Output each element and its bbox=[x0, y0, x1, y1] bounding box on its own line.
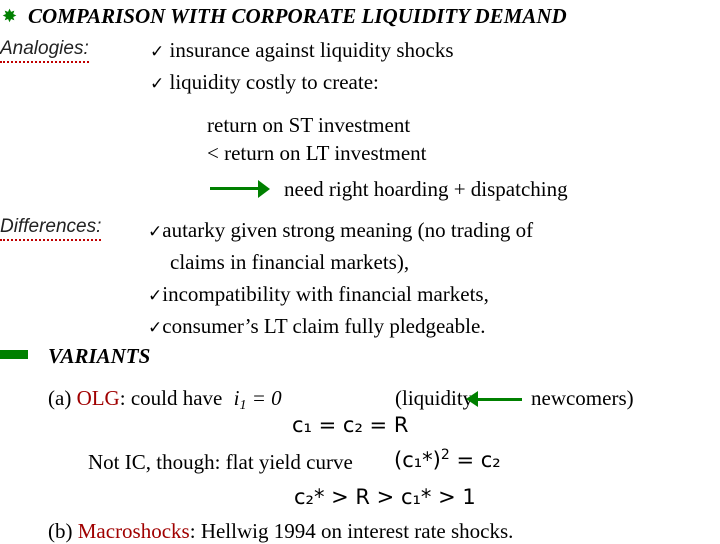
variants-bullet-icon bbox=[0, 350, 28, 359]
math-i-sub: 1 bbox=[239, 398, 247, 413]
arrow-left-head-icon bbox=[466, 391, 478, 407]
difference-item-1-cont: claims in financial markets), bbox=[170, 250, 410, 274]
equation-1: c₁ = c₂ = R bbox=[292, 413, 409, 437]
analogies-label: Analogies: bbox=[0, 38, 89, 63]
math-i-eq: = 0 bbox=[246, 386, 282, 410]
check-icon: ✓ bbox=[150, 42, 165, 62]
variant-a-paren-right: newcomers) bbox=[531, 386, 634, 410]
not-ic-text: Not IC, though: flat yield curve bbox=[88, 450, 353, 474]
detail-line-2: < return on LT investment bbox=[207, 141, 427, 165]
difference-item-1 bbox=[148, 218, 533, 243]
arrow-text: need right hoarding + dispatching bbox=[284, 177, 568, 201]
variant-b-link: Macroshocks bbox=[77, 519, 190, 543]
check-icon: ✓ bbox=[148, 286, 163, 306]
arrow-right-icon bbox=[210, 187, 260, 190]
arrow-left-icon bbox=[478, 398, 522, 401]
analogy-item-1-text: insurance against liquidity shocks bbox=[169, 38, 454, 62]
difference-item-3-text: consumer’s LT claim fully pledgeable. bbox=[162, 314, 486, 338]
variant-b-text: : Hellwig 1994 on interest rate shocks. bbox=[189, 519, 514, 543]
equation-3: c₂* > R > c₁* > 1 bbox=[294, 485, 476, 509]
analogy-item-2 bbox=[150, 70, 379, 95]
math-i: i bbox=[233, 386, 240, 410]
variant-b-prefix: (b) bbox=[48, 519, 73, 543]
detail-line-1: return on ST investment bbox=[207, 113, 411, 137]
variant-a bbox=[48, 386, 282, 414]
arrow-right-head-icon bbox=[258, 180, 270, 198]
variant-a-paren-left: (liquidity bbox=[395, 386, 474, 410]
differences-label: Differences: bbox=[0, 216, 101, 241]
variant-a-text: : could have bbox=[119, 386, 223, 410]
variant-a-prefix: (a) bbox=[48, 386, 72, 410]
analogy-item-2-text: liquidity costly to create: bbox=[169, 70, 379, 94]
equation-2 bbox=[394, 447, 501, 472]
variant-b bbox=[48, 519, 513, 544]
variants-heading: VARIANTS bbox=[48, 344, 151, 368]
equation-2-exp: 2 bbox=[440, 447, 450, 463]
analogy-item-1 bbox=[150, 38, 454, 63]
equation-2-rest: = c₂ bbox=[449, 448, 501, 472]
difference-item-2-text: incompatibility with financial markets, bbox=[162, 282, 489, 306]
page-title: COMPARISON WITH CORPORATE LIQUIDITY DEMAND bbox=[28, 4, 567, 28]
variant-a-acronym: OLG bbox=[76, 386, 120, 410]
check-icon: ✓ bbox=[148, 318, 163, 338]
difference-item-1-text: autarky given strong meaning (no trading of bbox=[162, 218, 534, 242]
difference-item-2 bbox=[148, 282, 489, 307]
check-icon: ✓ bbox=[150, 74, 165, 94]
bullet-star-icon: ✸ bbox=[2, 6, 18, 26]
equation-2-base: (c₁*) bbox=[394, 448, 441, 472]
difference-item-3 bbox=[148, 314, 486, 339]
check-icon: ✓ bbox=[148, 222, 163, 242]
variant-a-math bbox=[233, 386, 282, 413]
